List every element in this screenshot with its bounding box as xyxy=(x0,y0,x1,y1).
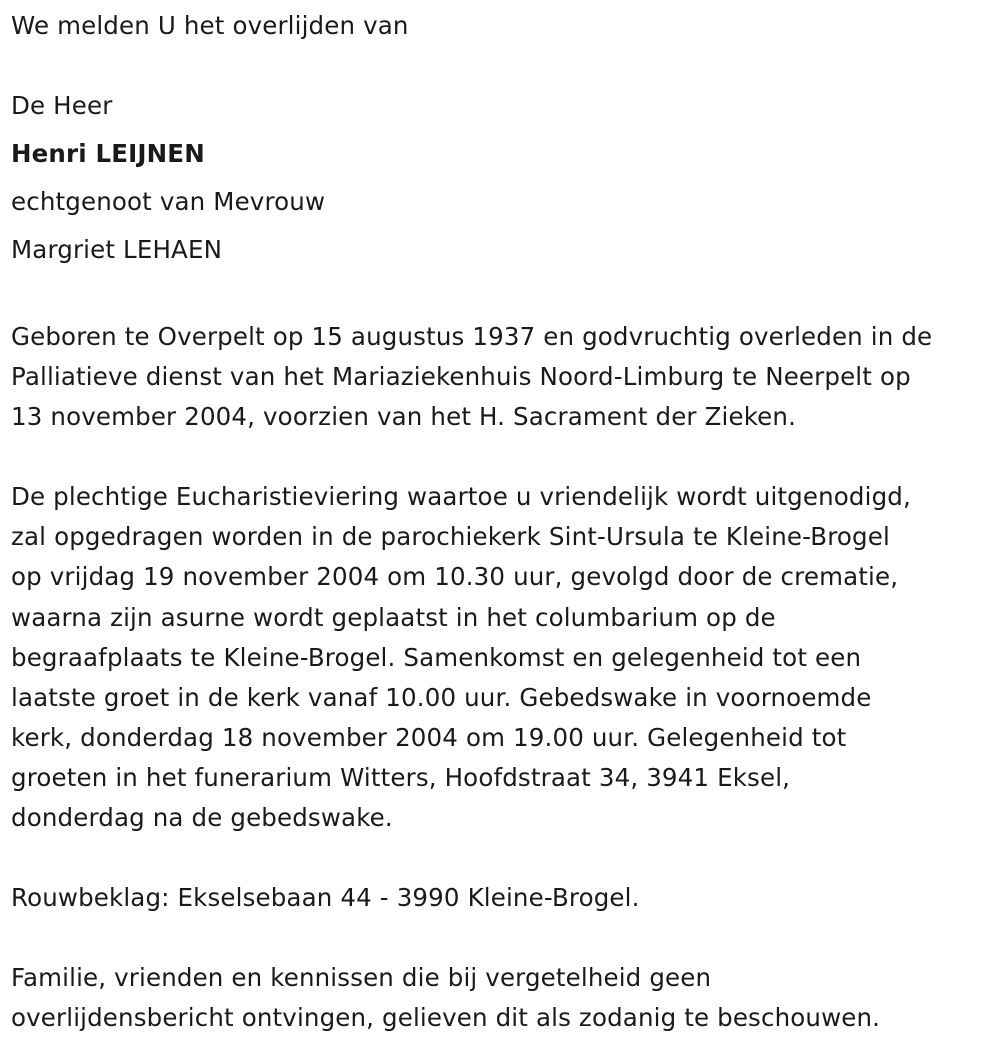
paragraph-line: zal opgedragen worden in de parochiekerk Sint-Ursula te Kleine-Brogel xyxy=(11,522,890,552)
paragraph-line: Geboren te Overpelt op 15 augustus 1937 en godvruchtig overleden in de xyxy=(11,322,933,351)
paragraph-line: overlijdensbericht ontvingen, gelieven dit als zodanig te beschouwen. xyxy=(11,1003,881,1033)
closing-paragraph xyxy=(11,958,996,1038)
spacer xyxy=(11,274,996,317)
spacer xyxy=(11,918,996,958)
spacer xyxy=(11,437,996,477)
paragraph-line: laatste groet in de kerk vanaf 10.00 uur. Gebedswake in voornoemde xyxy=(11,682,872,712)
paragraph-line: Familie, vrienden en kennissen die bij vergetelheid geen xyxy=(11,963,712,993)
paragraph-line: groeten in het funerarium Witters, Hoofdstraat 34, 3941 Eksel, xyxy=(11,762,791,792)
intro-text: We melden U het overlijden van xyxy=(11,11,409,40)
death-notice xyxy=(11,6,996,1038)
paragraph-line: donderdag na de gebedswake. xyxy=(11,803,393,833)
paragraph-line: kerk, donderdag 18 november 2004 om 19.00 uur. Gelegenheid tot xyxy=(11,722,847,752)
ceremony-paragraph xyxy=(11,477,996,838)
paragraph-line: begraafplaats te Kleine-Brogel. Samenkomst en gelegenheid tot een xyxy=(11,642,862,672)
paragraph-line: Palliatieve dienst van het Mariaziekenhuis Noord-Limburg te Neerpelt op xyxy=(11,362,911,392)
paragraph-line: waarna zijn asurne wordt geplaatst in het columbarium op de xyxy=(11,602,776,632)
paragraph-line: op vrijdag 19 november 2004 om 10.30 uur, gevolgd door de crematie, xyxy=(11,562,899,592)
condolence-address: Rouwbeklag: Ekselsebaan 44 - 3990 Kleine-Brogel. xyxy=(11,883,640,913)
birth-death-paragraph xyxy=(11,317,996,437)
paragraph-line: 13 november 2004, voorzien van het H. Sacrament der Zieken. xyxy=(11,402,797,432)
salutation: De Heer xyxy=(11,91,113,120)
paragraph-line: De plechtige Eucharistieviering waartoe u vriendelijk wordt uitgenodigd, xyxy=(11,482,911,512)
condolence-paragraph xyxy=(11,878,996,918)
spacer xyxy=(11,838,996,878)
deceased-block xyxy=(11,82,996,274)
spouse-prefix: echtgenoot van Mevrouw xyxy=(11,187,326,216)
deceased-name: Henri LEIJNEN xyxy=(11,139,205,168)
spouse-name: Margriet LEHAEN xyxy=(11,235,223,264)
spacer xyxy=(11,46,996,86)
